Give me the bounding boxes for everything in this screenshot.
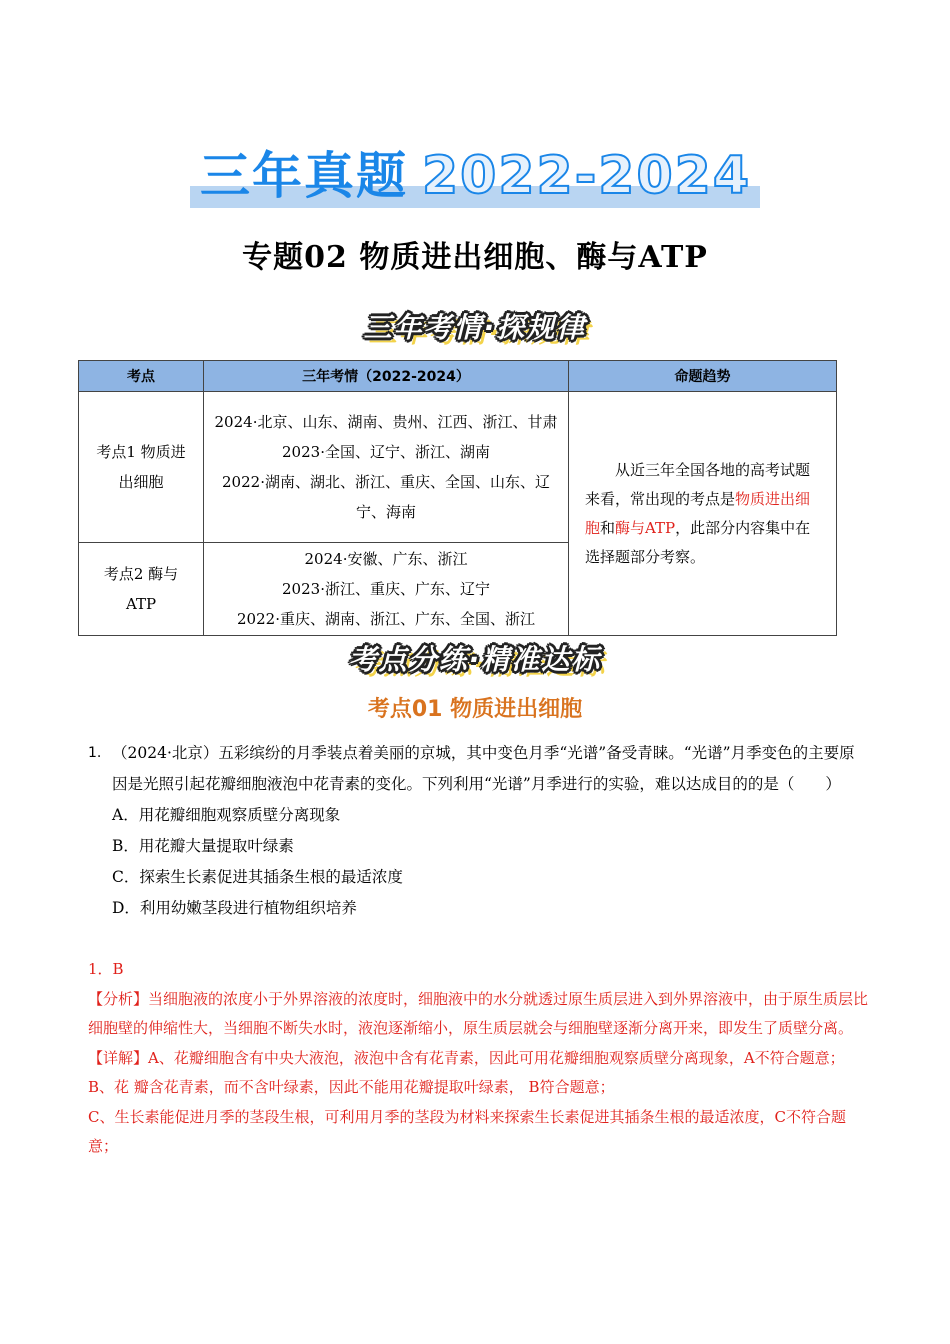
history-cell (204, 543, 569, 636)
header-banner (190, 146, 760, 208)
banner-text-main: 三年真题 (200, 147, 408, 205)
header-trend: 命题趋势 (569, 361, 837, 392)
trend-text: ，此部分内容集中在选择题部分考察。 (585, 518, 811, 566)
section-banner-practice: 考点分练·精准达标 (348, 643, 602, 676)
answer-detail-b: B、花 瓣含花青素，而不含叶绿素，因此不能用花瓣提取叶绿素， B符合题意； (88, 1078, 615, 1096)
history-line: 2023·全国、辽宁、浙江、湖南 (282, 443, 490, 461)
key-point-title: 考点01 物质进出细胞 (367, 697, 583, 722)
option-d: D．利用幼嫩茎段进行植物组织培养 (112, 899, 357, 917)
trend-highlight: 酶与ATP (615, 518, 676, 537)
table-header-row (79, 361, 837, 392)
option-a: A．用花瓣细胞观察质壁分离现象 (112, 806, 341, 824)
answer-key: 1．B (88, 960, 124, 978)
answer-detail-c: C、生长素能促进月季的茎段生根，可利用月季的茎段为材料来探索生长素促进其插条生根的最适浓度，C不符合题意； (88, 1107, 846, 1155)
answer-analysis: 【分析】当细胞液的浓度小于外界溶液的浓度时，细胞液中的水分就透过原生质层进入到外界溶液中，由于原生质层比细胞壁的伸缩性大，当细胞不断失水时，液泡逐渐缩小，原生质层就会与细胞壁逐渐分离开来，即发生了质壁分离。 (88, 989, 869, 1037)
trend-cell (569, 392, 837, 636)
answer-block (88, 955, 868, 1162)
trend-highlight: 物质进出细胞 (585, 489, 811, 537)
history-line: 2023·浙江、重庆、广东、辽宁 (282, 580, 490, 598)
question-stem: （2024·北京）五彩缤纷的月季装点着美丽的京城，其中变色月季“光谱”备受青睐。“光谱”月季变色的主要原因是光照引起花瓣细胞液泡中花青素的变化。下列利用“光谱”月季进行的实验，难以达成目的的是（ ） (112, 744, 855, 793)
history-line: 2024·安徽、广东、浙江 (304, 550, 468, 568)
trend-text: 和 (600, 518, 616, 537)
banner-text-years: 2022-2024 (422, 146, 752, 206)
history-line: 2022·湖南、湖北、浙江、重庆、全国、山东、辽宁、海南 (222, 473, 550, 521)
option-b: B．用花瓣大量提取叶绿素 (112, 837, 294, 855)
trend-text: 从近三年全国各地的高考试题来看，常出现的考点是 (585, 460, 811, 508)
topic-cell: 考点2 酶与ATP (79, 543, 204, 636)
question-number: 1. (88, 745, 102, 761)
document-title: 专题02 物质进出细胞、酶与ATP (242, 240, 708, 275)
header-history: 三年考情（2022-2024） (204, 361, 569, 392)
section-banner-trends: 三年考情·探规律 (363, 311, 587, 344)
answer-detail-a: 【详解】A、花瓣细胞含有中央大液泡，液泡中含有花青素，因此可用花瓣细胞观察质壁分离现象，A不符合题意； (88, 1048, 845, 1067)
history-cell (204, 392, 569, 543)
table-row (79, 392, 837, 543)
history-line: 2024·北京、山东、湖南、贵州、江西、浙江、甘肃 (214, 413, 558, 431)
header-topic: 考点 (79, 361, 204, 392)
question-block (88, 738, 868, 924)
option-c: C．探索生长素促进其插条生根的最适浓度 (112, 868, 403, 886)
exam-trend-table (78, 360, 837, 636)
history-line: 2022·重庆、湖南、浙江、广东、全国、浙江 (237, 610, 535, 628)
topic-cell: 考点1 物质进出细胞 (79, 392, 204, 543)
